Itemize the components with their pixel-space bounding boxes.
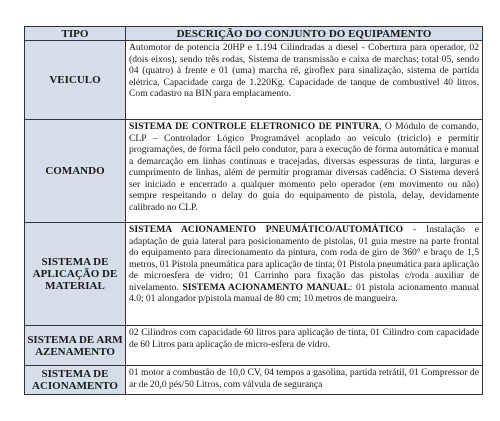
table-row-armazenamento [25,326,483,366]
row-label-armazenamento: SISTEMA DE ARMAZENAMENTO [25,326,126,366]
table-row-acionamento [25,366,483,395]
aplicacao-bold-lead: SISTEMA ACIONAMENTO PNEUMÁTICO/AUTOMÁTICO [129,224,404,235]
table-row-comando [25,120,483,223]
equipment-spec-table [24,26,483,395]
row-label-comando: COMANDO [25,120,126,223]
aplicacao-label-text: SISTEMA DE APLICAÇÃO DE MATERIAL [32,256,118,292]
table-row-veiculo [25,41,483,120]
row-desc-aplicacao [126,223,483,326]
header-descricao: DESCRIÇÃO DO CONJUNTO DO EQUIPAMENTO [126,27,483,41]
table-row-aplicacao [25,223,483,326]
row-label-veiculo: VEICULO [25,41,126,120]
comando-desc-text: , O Módulo de comando, CLP – Controlador Lógico Programável acoplado ao veículo (triciclo) e permitir programações, de forma fácil pelo condutor, para a execução de forma automática e manual a demarcação em linhas contínuas e tracejadas, diversas espessuras de tinta, larguras e cumprimento de linhas, além de permitir programar diversas cadência. O Sistema deverá ser iniciado e encerrado a qualquer momento pelo operador (em movimento ou não) sempre respeitando o delay do guia do equipamento de pistola, delay, devidamente calibrado no CLP. [129,121,479,213]
row-desc-acionamento: 01 motor a combustão de 10,0 CV, 04 tempos a gasolina, partida retrátil, 01 Compressor de ar de 20,0 pés/50 Litros, com válvula de segurança [126,366,483,395]
row-label-aplicacao [25,223,126,326]
row-label-acionamento: SISTEMA DE ACIONAMENTO [25,366,126,395]
specification-sheet [24,26,482,395]
row-desc-comando [126,120,483,223]
aplicacao-desc-text: - Instalação e adaptação de guia lateral para posicionamento de pistolas, 01 guia mestre na parte frontal do equipamento para direcionamento da pintura, com roda de giro de 360° e braço de 1,5 metros, 01 Pistola pneumática para aplicação de tinta; 01 Pistola pneumática para aplicação de microesfera de vidro; 01 Carrinho para fixação das pistolas c/roda auxiliar de nivelamento. [129,224,480,293]
comando-bold-lead: SISTEMA DE CONTROLE ELETRONICO DE PINTURA [129,121,380,132]
aplicacao-desc-tail: : 01 pistola acionamento manual 4.0; 01 alongador p/pistola manual de 80 cm; 10 metros de mangueira. [129,281,479,305]
row-desc-veiculo: Automotor de potencia 20HP e 1.194 Cilindradas a diesel - Cobertura para operador, 02 (dois eixos), sendo três rodas, Sistema de transmissão e caixa de marchas: total 05, sendo 04 (quatro) à frente e 01 (uma) marcha ré, giroflex para sinalização, sistema de partida elétrica, Capacidade carga de 1.220Kg. Capacidade de tanque de combustível 40 litros. Com cadastro na BIN para emplacamento. [126,41,483,120]
aplicacao-bold-mid: SISTEMA ACIONAMENTO MANUAL [182,281,350,293]
header-row [25,27,483,41]
header-tipo: TIPO [25,27,126,41]
row-desc-armazenamento: 02 Cilindros com capacidade 60 litros para aplicação de tinta, 01 Cilindro com capacidade de 60 Litros para aplicação de micro-esfera de vidro. [126,326,483,366]
